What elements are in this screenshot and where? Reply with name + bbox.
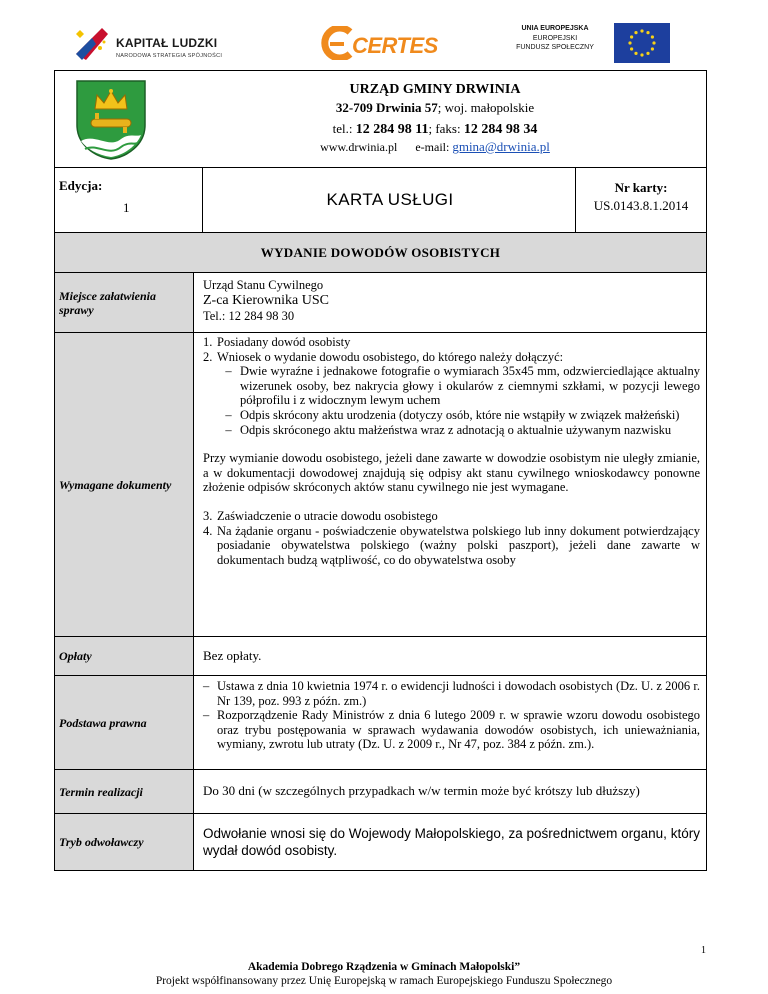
page-footer [0, 960, 768, 988]
legal-item-2 [203, 708, 700, 752]
legal-item-1 [203, 679, 700, 708]
office-phone-line [255, 120, 615, 138]
documents-sub-item-3 [203, 423, 700, 438]
dash-bullet: – [225, 407, 232, 422]
eu-flag-icon [614, 23, 670, 63]
sub-item-text: Odpis skróconego aktu małżeństwa wraz z adnotacją o aktualnie używanym nazwisku [240, 422, 672, 437]
tel-number: 12 284 98 11 [355, 122, 429, 137]
card-info-row [55, 168, 706, 233]
footer-project-name: Akademia Dobrego Rządzenia w Gminach Małopolski” [247, 961, 521, 973]
drwinia-coat-of-arms-icon [75, 79, 147, 161]
fees-label: Opłaty [55, 637, 194, 676]
documents-item-4 [203, 524, 700, 568]
place-label: Miejsce załatwienia sprawy [55, 273, 194, 333]
email-label: e-mail: [415, 140, 450, 154]
eu-line-2: EUROPEJSKI [532, 34, 578, 42]
documents-sub-item-2 [203, 408, 700, 423]
sub-item-text: Odpis skrócony aktu urodzenia (dotyczy osób, które nie wstąpiły w związek małżeński) [240, 407, 680, 422]
office-header [55, 71, 706, 168]
edition-value: 1 [123, 200, 130, 215]
kapital-ludzki-subtitle: NARODOWA STRATEGIA SPÓJNOŚCI [116, 53, 223, 59]
edition-cell [55, 168, 203, 232]
item-number: 2. [203, 349, 213, 364]
fees-value: Bez opłaty. [194, 637, 706, 676]
documents-exchange-note: Przy wymianie dowodu osobistego, jeżeli dane zawarte w dowodzie osobistym nie uległy zmianie, a w dokumentacji dowodowej znajdują się odpisy akt stanu cywilnego wnioskodawcy ponowne złożenie odpisów skróconych aktów stanu cywilnego nie jest wymagane. [203, 451, 700, 495]
card-number-label: Nr karty: [614, 180, 668, 195]
office-info [255, 81, 615, 156]
legal-item-text: Ustawa z dnia 10 kwietnia 1974 r. o ewidencji ludności i dowodach osobistych (Dz. U. z 2006 r. Nr 139, poz. 993 z późn. zm.) [217, 679, 700, 708]
sub-item-text: Dwie wyraźne i jednakowe fotografie o wymiarach 35x45 mm, odzwierciedlające aktualny wizerunek osoby, bez nakrycia głowy i okularów z ciemnymi szkłami, w pozycji lewego półprofilu i z widocznym lewym uchem [240, 364, 700, 408]
documents-label: Wymagane dokumenty [55, 333, 194, 637]
item-text: Posiadany dowód osobisty [217, 335, 351, 349]
office-name: URZĄD GMINY DRWINIA [349, 82, 521, 97]
footer-funding-note: Projekt współfinansowany przez Unię Europejską w ramach Europejskiego Funduszu Społecznego [155, 975, 613, 987]
documents-item-3 [203, 509, 700, 524]
edition-label: Edycja: [59, 178, 103, 193]
documents-sub-item-1 [203, 364, 700, 408]
term-value: Do 30 dni (w szczególnych przypadkach w/w termin może być krótszy lub dłuższy) [194, 770, 706, 814]
item-text: Wniosek o wydanie dowodu osobistego, do którego należy dołączyć: [217, 349, 564, 364]
office-street: 32-709 Drwinia 57 [335, 100, 438, 115]
item-text: Zaświadczenie o utracie dowodu osobistego [217, 508, 438, 523]
kapital-ludzki-title: KAPITAŁ LUDZKI [116, 36, 218, 50]
documents-item-2 [203, 350, 700, 365]
card-number-cell [575, 168, 706, 232]
eu-logo [500, 21, 670, 71]
office-web-line [255, 138, 615, 156]
eu-line-1: UNIA EUROPEJSKA [521, 25, 589, 32]
dash-bullet: – [203, 708, 210, 723]
kapital-ludzki-flag-icon [72, 24, 112, 64]
documents-value [194, 333, 706, 637]
fax-number: 12 284 98 34 [463, 122, 538, 137]
dash-bullet: – [225, 422, 232, 437]
legal-item-text: Rozporządzenie Rady Ministrów z dnia 6 lutego 2009 r. w sprawie wzoru dowodu osobistego oraz trybu postępowania w sprawach wydawania dowodów osobistych, ich unieważniania, wymiany, zwrotu lub utraty (Dz. U. z 2009 r., Nr 47, poz. 384 z późn. zm.). [217, 708, 700, 752]
tel-label: tel.: [332, 121, 353, 136]
certes-text: CERTES [352, 33, 438, 58]
card-number-value: US.0143.8.1.2014 [593, 198, 689, 213]
email-link[interactable]: gmina@drwinia.pl [452, 139, 550, 154]
certes-logo [318, 22, 438, 68]
service-title: WYDANIE DOWODÓW OSOBISTYCH [55, 233, 706, 273]
appeal-value: Odwołanie wnosi się do Wojewody Małopolskiego, za pośrednictwem organu, który wydał dowód osobisty. [203, 826, 700, 858]
item-number: 4. [203, 523, 213, 538]
eu-text [500, 24, 610, 53]
place-line-3: Tel.: 12 284 98 30 [203, 308, 295, 323]
dash-bullet: – [225, 364, 232, 379]
certes-mark-icon [320, 26, 356, 60]
logo-bar [0, 10, 768, 72]
dash-bullet: – [203, 679, 210, 693]
office-province: ; woj. małopolskie [437, 100, 535, 115]
kapital-ludzki-logo [72, 24, 232, 70]
service-card-frame [54, 70, 707, 871]
office-address [255, 99, 615, 116]
fax-label: ; faks: [428, 121, 461, 136]
place-line-1: Urząd Stanu Cywilnego [203, 278, 324, 292]
place-line-2: Z-ca Kierownika USC [203, 292, 329, 308]
item-number: 3. [203, 508, 213, 523]
card-title: KARTA USŁUGI [326, 190, 454, 209]
office-website[interactable]: www.drwinia.pl [320, 140, 398, 154]
term-label: Termin realizacji [55, 770, 194, 814]
page-number: 1 [701, 945, 706, 956]
legal-basis-value [194, 676, 706, 770]
eu-line-3: FUNDUSZ SPOŁECZNY [516, 44, 594, 51]
documents-item-1 [203, 335, 700, 350]
item-text: Na żądanie organu - poświadczenie obywatelstwa polskiego lub inny dokument potwierdzający posiadanie obywatelstwa polskiego (ważny polski paszport), jeżeli dane zawarte w dokumentach budzą wątpliwość, co do obywatelstwa osoby [217, 523, 700, 567]
service-details-table [55, 273, 706, 870]
legal-basis-label: Podstawa prawna [55, 676, 194, 770]
appeal-label: Tryb odwoławczy [55, 814, 194, 870]
item-number: 1. [203, 335, 213, 349]
place-value [194, 273, 706, 333]
